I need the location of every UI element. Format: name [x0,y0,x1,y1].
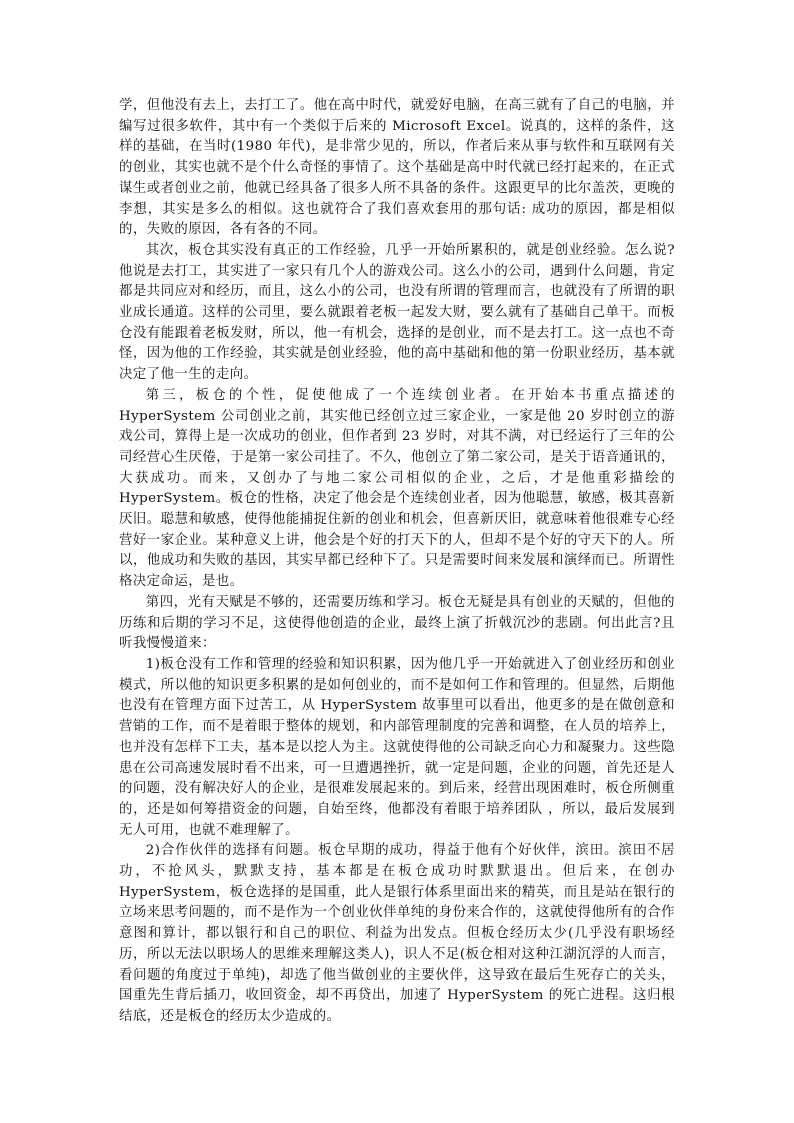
paragraph-4: 第四，光有天赋是不够的，还需要历练和学习。板仓无疑是具有创业的天赋的，但他的历练和后期的学习不足，这使得他创造的企业，最终上演了折戟沉沙的悲剧。何出此言?且听我慢慢道来： [119,594,675,652]
paragraph-5: 1)板仓没有工作和管理的经验和知识积累，因为他几乎一开始就进入了创业经历和创业模式，所以他的知识更多积累的是如何创业的，而不是如何工作和管理的。但显然，后期他也没有在管理方面下过苦工，从 HyperSystem 故事里可以看出，他更多的是在做创意和营销的工作，而不是着眼于整体的规划，和内部管理制度的完善和调整，在人员的培养上，也并没有怎样下工夫，基本是以挖人为主。这就使得他的公司缺乏向心力和凝聚力。这些隐患在公司高速发展时看不出来，可一旦遭遇挫折，就一定是问题，企业的问题，首先还是人的问题，没有解决好人的企业，是很难发展起来的。到后来，经营出现困难时，板仓所侧重的，还是如何筹措资金的问题，自始至终，他都没有着眼于培养团队 ，所以，最后发展到无人可用，也就不难理解了。 [119,656,675,838]
paragraph-3: 第三，板仓的个性，促使他成了一个连续创业者。在开始本书重点描述的 HyperSystem 公司创业之前，其实他已经创立过三家企业，一家是他 20 岁时创立的游戏公司，算得上是一次成功的创业，但作者到 23 岁时，对其不满，对已经运行了三年的公司经营心生厌倦，于是第一家公司挂了。不久，他创立了第二家公司，是关于语音通讯的，大获成功。而来，又创办了与地二家公司相似的企业，之后，才是他重彩描绘的 HyperSystem。板仓的性格，决定了他会是个连续创业者，因为他聪慧，敏感，极其喜新厌旧。聪慧和敏感，使得他能捕捉住新的创业和机会，但喜新厌旧，就意味着他很难专心经营好一家企业。某种意义上讲，他会是个好的打天下的人，但却不是个好的守天下的人。所以，他成功和失败的基因，其实早都已经种下了。只是需要时间来发展和演绎而已。所谓性格决定命运，是也。 [119,387,675,590]
paragraph-2: 其次，板仓其实没有真正的工作经验，几乎一开始所累积的，就是创业经验。怎么说?他说是去打工，其实进了一家只有几个人的游戏公司。这么小的公司，遇到什么问题，肯定都是共同应对和经历，而且，这么小的公司，也没有所谓的管理而言，也就没有了所谓的职业成长通道。这样的公司里，要么就跟着老板一起发大财，要么就有了基础自己单干。而板仓没有能跟着老板发财，所以，他一有机会，选择的是创业，而不是去打工。这一点也不奇怪，因为他的工作经验，其实就是创业经验，他的高中基础和他的第一份职业经历，基本就决定了他一生的走向。 [119,242,675,383]
paragraph-1: 学，但他没有去上，去打工了。他在高中时代，就爱好电脑，在高三就有了自己的电脑，并编写过很多软件，其中有一个类似于后来的 Microsoft Excel。说真的，这样的条件，这样的基础，在当时(1980 年代)，是非常少见的，所以，作者后来从事与软件和互联网有关的创业，其实也就不是个什么奇怪的事情了。这个基础是高中时代就已经打起来的，在正式谋生或者创业之前，他就已经具备了很多人所不具备的条件。这跟更早的比尔盖茨，更晚的李想，其实是多么的相似。这也就符合了我们喜欢套用的那句话: 成功的原因，都是相似的，失败的原因，各有各的不同。 [119,98,675,238]
document-body [119,96,675,1028]
paragraph-6: 2)合作伙伴的选择有问题。板仓早期的成功，得益于他有个好伙伴，滨田。滨田不居功，不抢风头，默默支持，基本都是在板仓成功时默默退出。但后来，在创办 HyperSystem，板仓选择的是国重，此人是银行体系里面出来的精英，而且是站在银行的立场来思考问题的，而不是作为一个创业伙伴单纯的身份来合作的，这就使得他所有的合作意图和算计，都以银行和自己的职位、利益为出发点。但板仓经历太少(几乎没有职场经历，所以无法以职场人的思维来理解这类人)，识人不足(板仓相对这种江湖沉浮的人而言，看问题的角度过于单纯)，却选了他当做创业的主要伙伴，这导致在最后生死存亡的关头，国重先生背后插刀，收回资金，却不再贷出，加速了 HyperSystem 的死亡进程。这归根结底，还是板仓的经历太少造成的。 [119,843,675,1024]
